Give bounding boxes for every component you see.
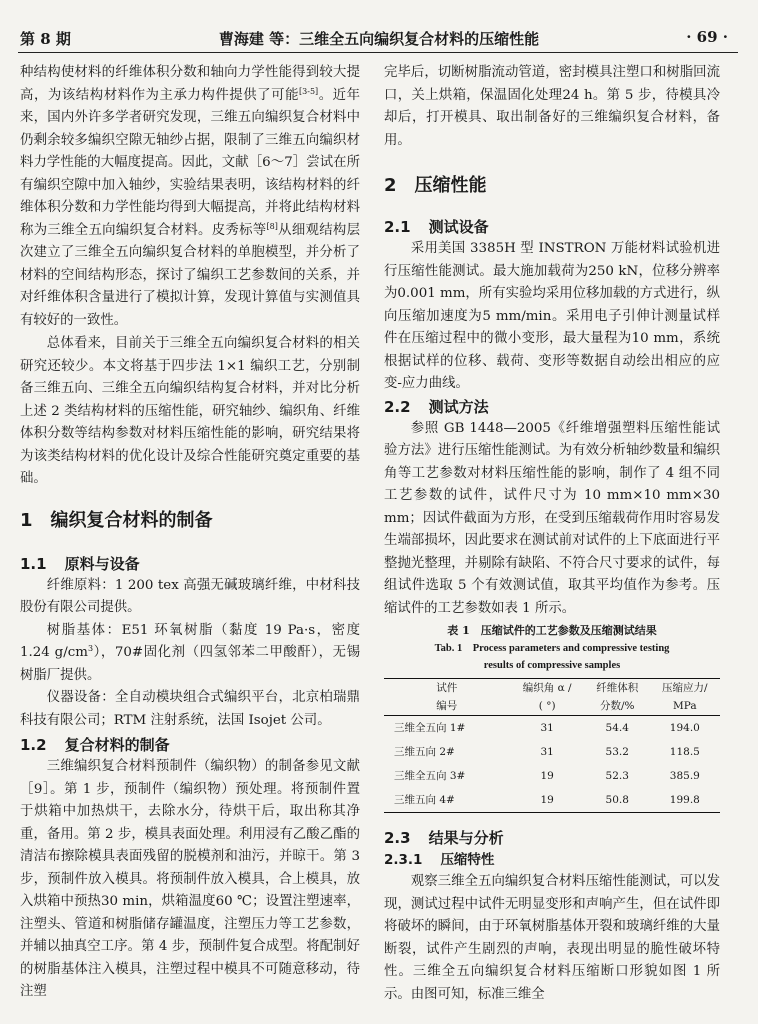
continued-paragraph: 完毕后，切断树脂流动管道，密封模具注塑口和树脂回流口，关上烘箱，保温固化处理24 h。第 5 步，待模具冷却后，打开模具、取出制备好的三维编织复合材料，备用。 — [384, 65, 720, 148]
issue-number: 第 8 期 — [20, 30, 71, 48]
section-2-3-heading: 2.3 结果与分析 — [384, 829, 504, 847]
table-header-cell: MPa — [650, 697, 720, 716]
right-column — [384, 62, 720, 1006]
table-header-cell: ( °) — [510, 697, 585, 716]
table-row — [384, 788, 720, 813]
intro-paragraph-2: 总体看来，目前关于三维全五向编织复合材料的相关研究还较少。本文将基于四步法 1×1 编织工艺，分别制备三维五向、三维全五向编织结构复合材料，并对比分析上述 2 类结构材料的压缩性能，研究轴纱、编织角、纤维体积分数等结构参数对材料压缩性能的影响，研究结果将为该类结构材料的优化设计及综合性能研究奠定重要的基础。 — [20, 336, 360, 486]
table-cell: 53.2 — [605, 746, 629, 758]
table-cell: 19 — [510, 788, 585, 813]
table-cell: 52.3 — [605, 770, 629, 782]
table-header-cell: 压缩应力/ — [650, 679, 720, 698]
header-rule — [18, 52, 738, 53]
equipment-paragraph: 仪器设备：全自动模块组合式编织平台，北京柏瑞鼎科技有限公司；RTM 注射系统，法国 Isojet 公司。 — [20, 690, 360, 728]
method-paragraph: 参照 GB 1448—2005《纤维增强塑料压缩性能试验方法》进行压缩性能测试。为有效分析轴纱数量和编织角等工艺参数对材料压缩性能的影响，制作了 4 组不同工艺参数的试件，试件尺寸为 10 mm×10 mm×30 mm；因试件截面为方形，在受到压缩载荷作用时容易发生端部损坏，因此要求在测试前对试件的上下底面进行平整抛光整理，并剔除有缺陷、不符合尺寸要求的试件，每组试件选取 5 个有效测试值，取其平均值作为参考。压缩试件的工艺参数如表 1 所示。 — [384, 420, 720, 616]
table-header-cell: 编号 — [384, 697, 510, 716]
table-header-cell: 纤维体积 — [585, 679, 650, 698]
table-header-cell: 分数/% — [585, 697, 650, 716]
resin-paragraph: 树脂基体：E51 环氧树脂（黏度 19 Pa·s，密度 1.24 $g/cm^3$），70#固化剂（四氢邻苯二甲酸酐），无锡树脂厂提供。 — [20, 622, 360, 683]
table-cell: 19 — [540, 770, 554, 782]
section-1-1-heading: 1.1 原料与设备 — [20, 554, 140, 573]
table-cell: 三维五向 2# — [394, 746, 455, 758]
table-1 — [384, 622, 720, 813]
fiber-paragraph: 纤维原料：1 200 tex 高强无碱玻璃纤维，中材科技股份有限公司提供。 — [20, 577, 360, 615]
table-cell: 50.8 — [585, 788, 650, 813]
table-cell: 三维五向 4# — [384, 788, 510, 813]
table-caption-cn: 表 1 压缩试件的工艺参数及压缩测试结果 — [447, 624, 657, 637]
table-cell: 118.5 — [669, 746, 700, 758]
table-header-cell: 编织角 α / — [510, 679, 585, 698]
table-row — [384, 716, 720, 741]
results-paragraph: 观察三维全五向编织复合材料压缩性能测试，可以发现，测试过程中试件无明显变形和声响产生，但在试件即将破坏的瞬间，由于环氧树脂基体开裂和玻璃纤维的大量断裂，试件产生剧烈的声响，表现出明显的脆性破坏特性。三维全五向编织复合材料压缩断口形貌如图 1 所示。由图可知，标准三维全 — [384, 874, 720, 1002]
section-2-1-heading: 2.1 测试设备 — [384, 218, 489, 236]
table-cell: 199.8 — [650, 788, 720, 813]
intro-paragraph-1: 种结构使材料的纤维体积分数和轴向力学性能得到较大提高，为该结构材料作为主承力构件提供了可能[3-5]。近年来，国内外许多学者研究发现，三维五向编织复合材料中仍剩余较多编织空隙无轴纱占据，限制了三维五向编织材料力学性能的大幅度提高。因此，文献［6～7］尝试在所有编织空隙中加入轴纱，实验结果表明，该结构材料的纤维体积分数和力学性能均得到大幅提高，并将此结构材料称为三维全五向编织复合材料。皮秀标等[8]从细观结构层次建立了三维全五向编织复合材料的单胞模型，并分析了材料的空间结构形态，探讨了编织工艺参数间的关系，并对纤维体积含量进行了模拟计算，发现计算值与实测值具有较好的一致性。 — [20, 65, 361, 328]
preparation-paragraph: 三维编织复合材料预制件（编织物）的制备参见文献［9］。第 1 步，预制件（编织物）预处理。将预制件置于烘箱中加热烘干，去除水分，待烘干后，取出称其净重，备用。第 2 步，模具表面处理。利用浸有乙酸乙酯的清洁布擦除模具表面残留的脱模剂和油污，并晾干。第 3 步，预制件放入模具。将预制件放入模具，合上模具，放入烘箱中预热30 min，烘箱温度60 ℃；设置注塑速率，注塑头、管道和树脂储存罐温度，注塑压力等工艺参数，并辅以抽真空工序。第 4 步，预制件复合成型。将配制好的树脂基体注入模具，注塑过程中模具不可随意移动，待注塑 — [20, 759, 360, 999]
table-cell: 385.9 — [669, 770, 700, 782]
table-cell: 31 — [540, 746, 554, 758]
section-2-2-heading: 2.2 测试方法 — [384, 397, 489, 416]
running-title: 曹海建 等：三维全五向编织复合材料的压缩性能 — [218, 30, 540, 48]
params-table — [384, 678, 720, 813]
equipment-test-paragraph: 采用美国 3385H 型 INSTRON 万能材料试验机进行压缩性能测试。最大施加载荷为250 kN，位移分辨率为0.001 mm，所有实验均采用位移加载的方式进行，纵向压缩加速度为5 mm/min。采用电子引伸计测量试样件在压缩过程中的微小变形，最大量程为10 mm，系统根据试样的位移、载荷、变形等数据自动绘出相应的应变-应力曲线。 — [384, 241, 720, 391]
table-header-cell: 试件 — [384, 679, 510, 698]
table-row — [384, 740, 720, 764]
page-number: · 69 · — [686, 28, 728, 46]
table-cell: 三维全五向 3# — [394, 770, 466, 782]
citation: [8] — [266, 221, 278, 231]
table-cell: 三维全五向 1# — [394, 722, 466, 734]
table-row — [384, 764, 720, 788]
section-1-2-heading: 1.2 复合材料的制备 — [20, 736, 170, 754]
table-cell: 194.0 — [669, 722, 700, 734]
left-column — [20, 62, 360, 1004]
section-2-heading: 2 压缩性能 — [384, 175, 487, 196]
table-cell: 31 — [540, 722, 554, 734]
page-header — [0, 0, 758, 58]
section-1-heading: 1 编织复合材料的制备 — [20, 509, 213, 531]
section-2-3-1-heading: 2.3.1 压缩特性 — [384, 852, 495, 868]
table-caption-en-2: results of compressive samples — [483, 660, 621, 671]
citation: [3-5] — [299, 86, 319, 96]
table-caption-en: Tab. 1 Process parameters and compressive testing — [434, 643, 670, 654]
table-cell: 54.4 — [605, 722, 629, 734]
